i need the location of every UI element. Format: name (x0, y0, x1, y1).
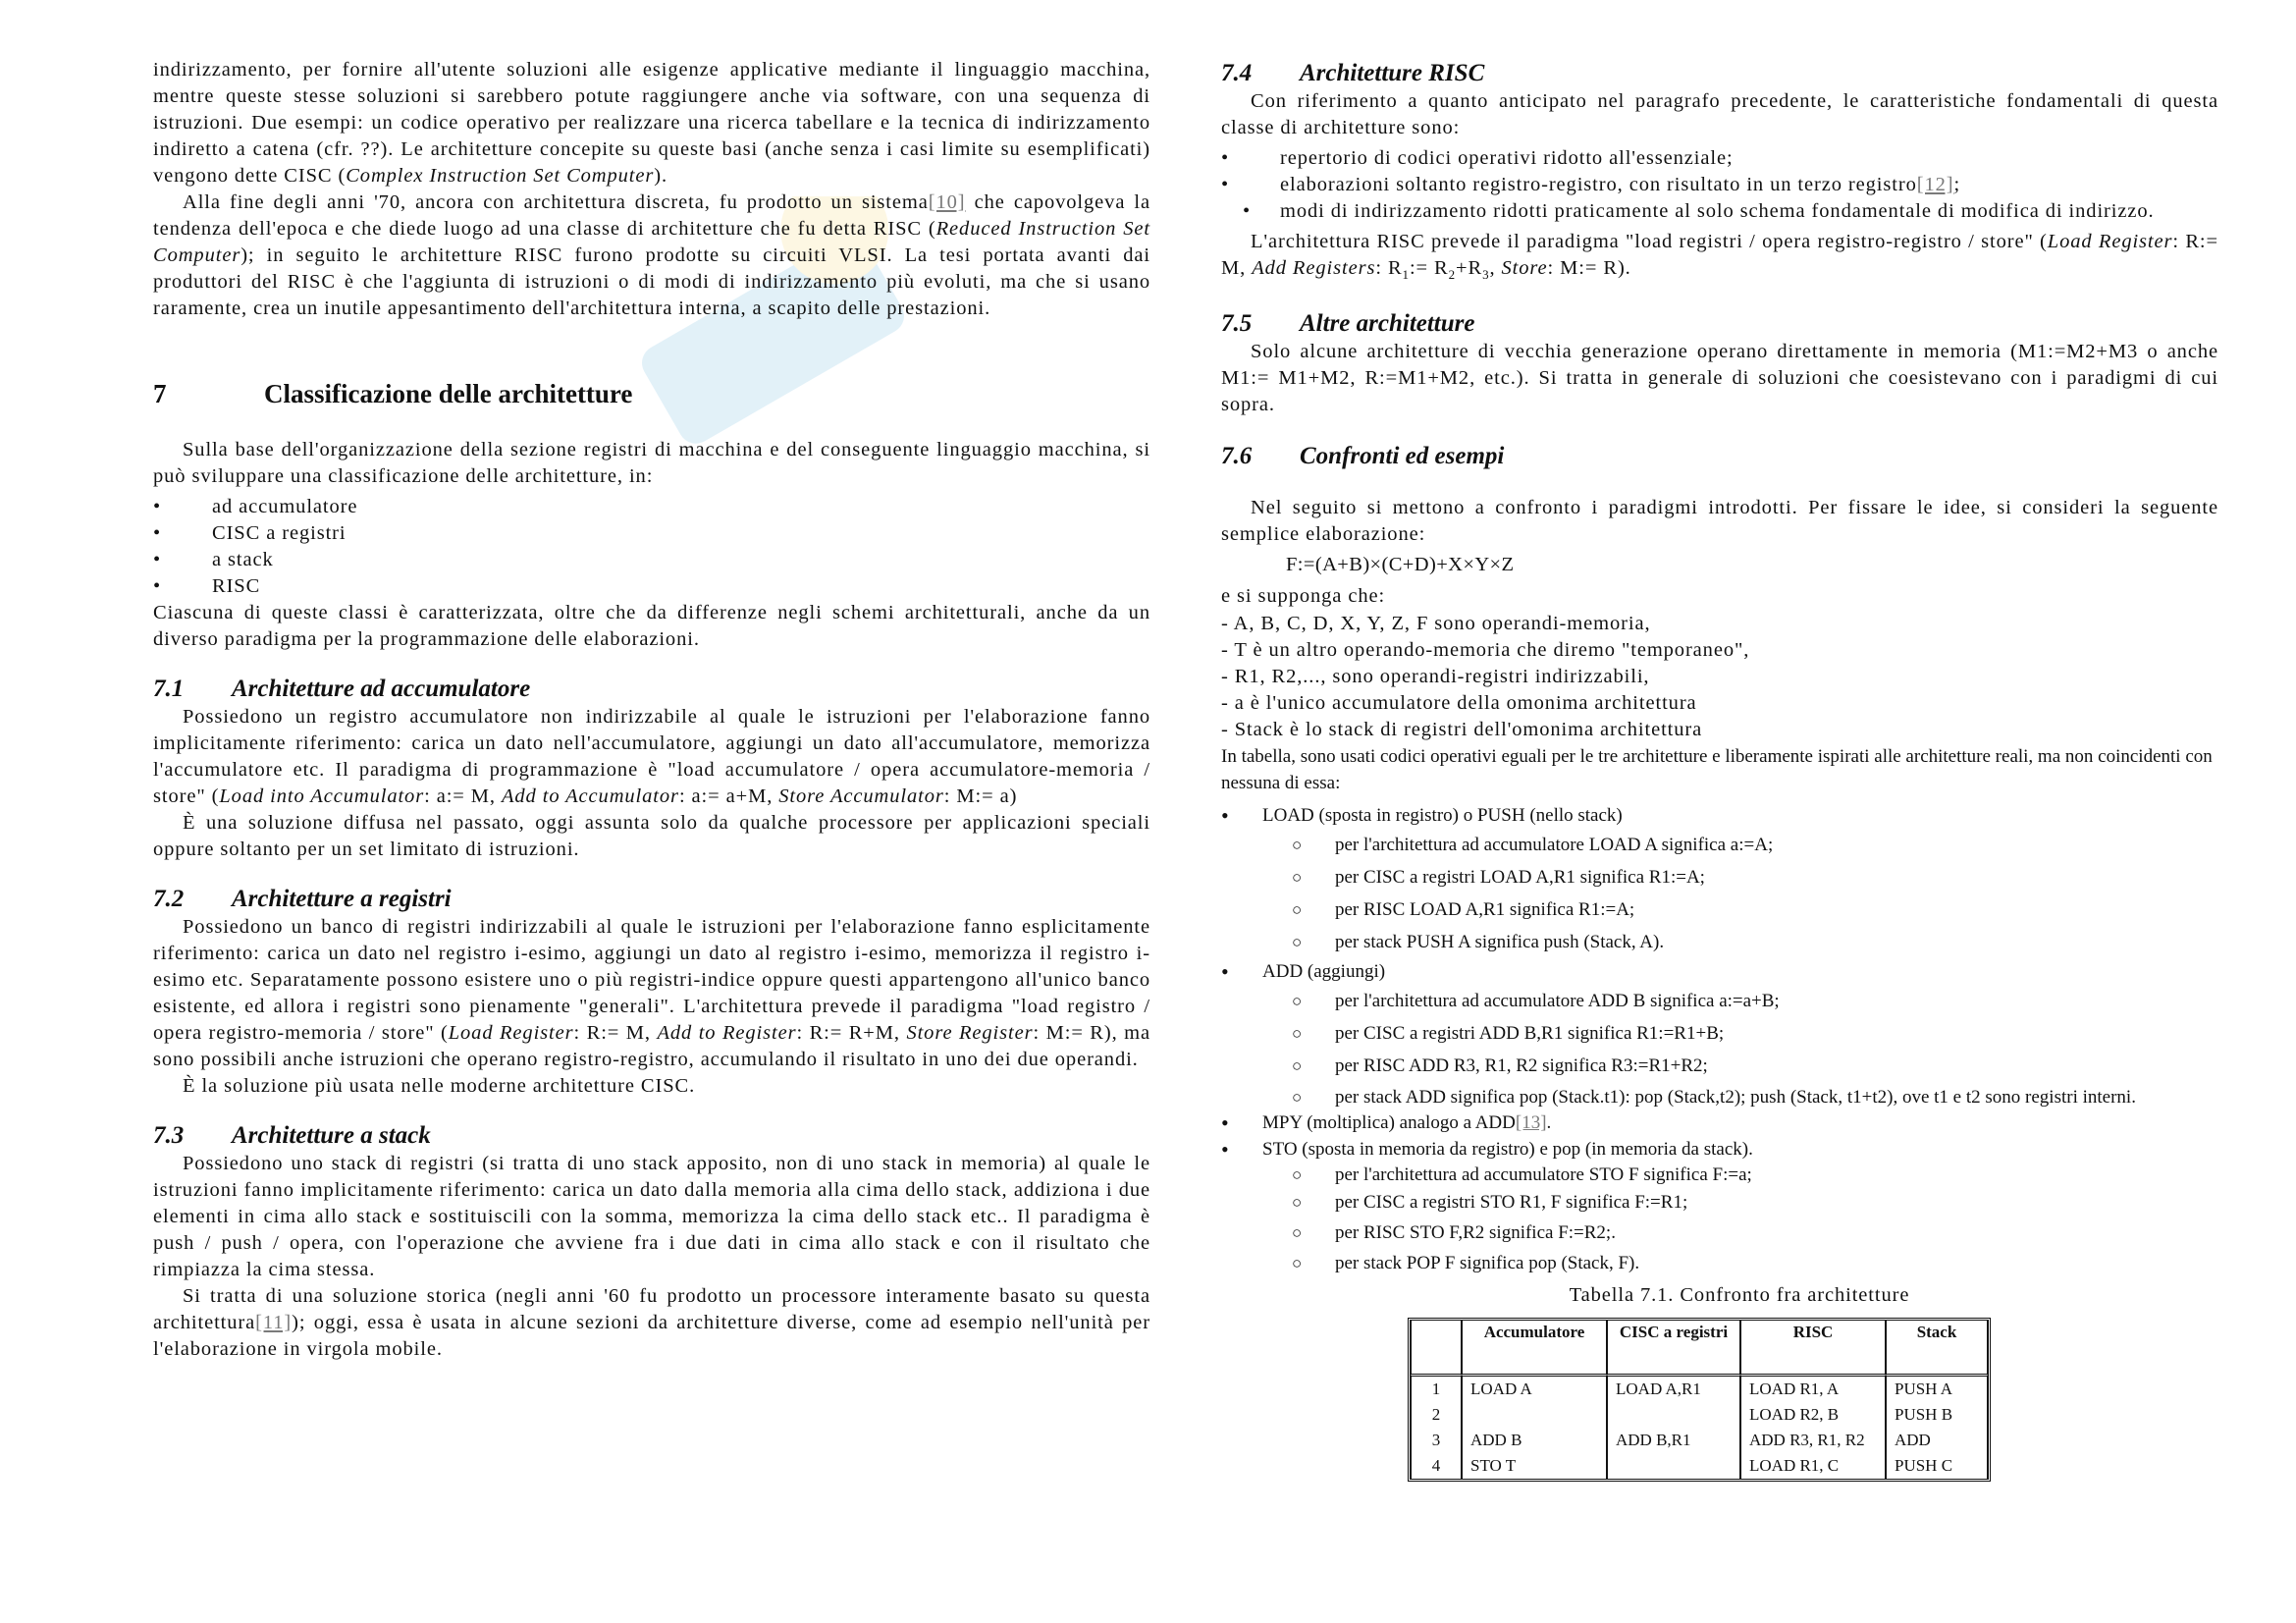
list-item: - Stack è lo stack di registri dell'omonima architettura (1221, 719, 1703, 741)
section-title-7-5: 7.5 Altre architetture (1221, 310, 1475, 338)
reference-link-13[interactable]: [13] (1515, 1112, 1547, 1134)
table-cell: 2 (1411, 1402, 1462, 1428)
table-cell: LOAD R2, B (1740, 1402, 1886, 1428)
table-row (1411, 1377, 1988, 1402)
list-item: - a è l'unico accumulatore della omonima architettura (1221, 692, 1697, 715)
table-cell: ADD B,R1 (1607, 1428, 1740, 1453)
table-header: RISC (1740, 1321, 1886, 1377)
paragraph-table-intro: In tabella, sono usati codici operativi eguali per le tre architetture e liberamente ispirati alle architetture reali, ma non coincidenti con nessuna di essa: (1221, 746, 2213, 794)
table-cell: LOAD A (1462, 1377, 1607, 1402)
list-item: • CISC a registri (153, 520, 1150, 547)
paragraph-other: Solo alcune architetture di vecchia generazione operano direttamente in memoria (M1:=M2+M3 o anche M1:= M1+M2, R:=M1+M2, etc.). Si tratta in generale di soluzioni che coesistevano con i paradigmi di cui sopra. (1221, 341, 2218, 416)
table-cell: LOAD R1, A (1740, 1377, 1886, 1402)
list-item: ○ per l'architettura ad accumulatore STO F significa F:=a; (1262, 1163, 2218, 1188)
table-header-row (1411, 1321, 1988, 1377)
paragraph-accumulator-note: È una soluzione diffusa nel passato, oggi assunta solo da qualche processore per applicazioni speciali oppure soltanto per un set limitato di istruzioni. (153, 812, 1150, 860)
table-cell: 4 (1411, 1453, 1462, 1479)
section-title-7-4: 7.4 Architetture RISC (1221, 60, 1485, 86)
table-cell: ADD R3, R1, R2 (1740, 1428, 1886, 1453)
risc-features-list (1221, 145, 2218, 225)
paragraph-intro: indirizzamento, per fornire all'utente soluzioni alle esigenze applicative mediante il linguaggio macchina, mentre queste stesse soluzioni si sarebbero potute raggiungere anche via software, con una sequenza di istruzioni. Due esempi: un codice operativo per realizzare una ricerca tabellare e la tecnica di indirizzamento indiretto a catena (cfr. ??). Le architetture concepite su queste basi (anche senza i casi limite su esemplificati) vengono dette CISC (Complex Instruction Set Computer). (153, 59, 1150, 187)
assumptions-list (1221, 611, 2218, 743)
table-cell: PUSH C (1886, 1453, 1988, 1479)
paragraph-stack-note: Si tratta di una soluzione storica (negli anni '60 fu prodotto un processore interamente basato su questa architettura[11]); oggi, essa è usata in alcune sezioni da architetture diverse, come ad esempio nell'unità per l'elaborazione in virgola mobile. (153, 1285, 1150, 1360)
list-item: • RISC (153, 573, 1150, 600)
left-column (153, 57, 1150, 1363)
paragraph-registers: Possiedono un banco di registri indirizzabili al quale le istruzioni per l'elaborazione fanno esplicitamente riferimento: carica un dato nel registro i-esimo, aggiungi un dato al registro i-esimo, memorizza il registro i-esimo etc. Separatamente possono esistere uno o più registri-indice oppure questi appartengono all'unico banco esistente, ed allora i registri sono pienamente "generali". L'architettura prevede il paradigma "load registro / opera registro-memoria / store" (Load Register: R:= M, Add to Register: R:= R+M, Store Register: M:= R), ma sono possibili anche istruzioni che operano registro-registro, accumulando il risultato in uno dei due operandi. (153, 916, 1150, 1070)
list-item-add: • ADD (aggiungi) ○ per l'architettura ad accumulatore ADD B significa a:=a+B; ○ per CISC a registri ADD B,R1 significa R1:=R1+B; ○ per RISC ADD R3, R1, R2 significa R3:=R1+R2; ○ per stack ADD significa pop (Stack.t1): pop (Stack,t2); push (Stack, t1+t2), ove t1 e t2 sono registri interni. (1221, 958, 2218, 1109)
table-row (1411, 1428, 1988, 1453)
list-item: • a stack (153, 547, 1150, 573)
paragraph-stack: Possiedono uno stack di registri (si tratta di uno stack apposito, non di uno stack in memoria) al quale le istruzioni fanno implicitamente riferimento: carica un dato dalla memoria alla cima dello stack, addiziona i due elementi in cima allo stack e sostituiscili con la somma, memorizza la cima dello stack etc.. Il paradigma è push / push / opera, con l'operazione che avviene fra i due dati in cima allo stack e con il risultato che rimpiazza la cima stessa. (153, 1153, 1150, 1280)
table-cell: LOAD R1, C (1740, 1453, 1886, 1479)
opcodes-list (1221, 802, 2218, 1278)
paragraph-risc: Con riferimento a quanto anticipato nel paragrafo precedente, le caratteristiche fondamentali di questa classe di architetture sono: (1221, 90, 2218, 138)
table-cell: LOAD A,R1 (1607, 1377, 1740, 1402)
list-item: ○ per RISC LOAD A,R1 significa R1:=A; (1262, 893, 2218, 926)
table-header (1411, 1321, 1462, 1377)
list-item: ○ per RISC ADD R3, R1, R2 significa R3:=R1+R2; (1262, 1050, 2218, 1082)
list-item: ○ per stack ADD significa pop (Stack.t1): pop (Stack,t2); push (Stack, t1+t2), ove t1 e t2 sono registri interni. (1262, 1082, 2218, 1109)
table-cell: STO T (1462, 1453, 1607, 1479)
paragraph-comparison: Nel seguito si mettono a confronto i paradigmi introdotti. Per fissare le idee, si consideri la seguente semplice elaborazione: (1221, 497, 2218, 546)
list-item: ○ per stack POP F significa pop (Stack, F). (1262, 1249, 2218, 1278)
reference-link-12[interactable]: [12] (1916, 174, 1954, 195)
reference-link-11[interactable]: [11] (255, 1312, 293, 1333)
right-column (1221, 59, 2218, 1482)
table-caption: Tabella 7.1. Confronto fra architetture (1569, 1284, 1910, 1307)
paragraph-classes-summary: Ciascuna di queste classi è caratterizzata, oltre che da differenze negli schemi architetturali, anche da un diverso paradigma per la programmazione delle elaborazioni. (153, 602, 1150, 650)
paragraph-accumulator: Possiedono un registro accumulatore non indirizzabile al quale le istruzioni per l'elaborazione fanno implicitamente riferimento: carica un dato nell'accumulatore, aggiungi un dato all'accumulatore, memorizza l'accumulatore etc. Il paradigma di programmazione è "load accumulatore / opera accumulatore-memoria / store" (Load into Accumulator: a:= M, Add to Accumulator: a:= a+M, Store Accumulator: M:= a) (153, 706, 1150, 807)
table-cell: ADD B (1462, 1428, 1607, 1453)
paragraph-registers-note: È la soluzione più usata nelle moderne architetture CISC. (183, 1075, 696, 1097)
list-item: • repertorio di codici operativi ridotto all'essenziale; (1221, 145, 2218, 172)
paragraph-suppose: e si supponga che: (1221, 585, 1386, 608)
paragraph-classification: Sulla base dell'organizzazione della sezione registri di macchina e del conseguente linguaggio macchina, si può sviluppare una classificazione delle architetture, in: (153, 439, 1150, 487)
section-title-7-2: 7.2 Architetture a registri (153, 886, 452, 912)
section-title-7: 7 Classificazione delle architetture (153, 379, 633, 408)
table-cell: 1 (1411, 1377, 1462, 1402)
classes-list (153, 494, 1150, 600)
table-row (1411, 1402, 1988, 1428)
paragraph-risc-paradigm: L'architettura RISC prevede il paradigma "load registri / opera registro-registro / store" (Load Register: R:= M, Add Registers: $R_1:= R_2+R_3$, Store: M:= R). (1221, 231, 2218, 283)
table-row (1411, 1453, 1988, 1479)
list-item-mpy: • MPY (moltiplica) analogo a ADD[13]. (1221, 1109, 2218, 1136)
formula: F:=(A+B)×(C+D)+X×Y×Z (1286, 554, 1515, 576)
table-header: Stack (1886, 1321, 1988, 1377)
list-item-load: • LOAD (sposta in registro) o PUSH (nello stack) ○ per l'architettura ad accumulatore LOAD A significa a:=A; ○ per CISC a registri LOAD A,R1 significa R1:=A; ○ per RISC LOAD A,R1 significa R1:=A; ○ per stack PUSH A significa push (Stack, A). (1221, 802, 2218, 958)
table-cell (1462, 1402, 1607, 1428)
reference-link-10[interactable]: [10] (928, 191, 966, 213)
list-item: - R1, R2,..., sono operandi-registri indirizzabili, (1221, 666, 1650, 688)
list-item: ○ per CISC a registri ADD B,R1 significa R1:=R1+B; (1262, 1017, 2218, 1050)
list-item: ○ per CISC a registri STO R1, F significa F:=R1; (1262, 1188, 2218, 1217)
table-header: CISC a registri (1607, 1321, 1740, 1377)
list-item-sto: • STO (sposta in memoria da registro) e pop (in memoria da stack). ○ per l'architettura ad accumulatore STO F significa F:=a; ○ per CISC a registri STO R1, F significa F:=R1; ○ per RISC STO F,R2 significa F:=R2;. ○ per stack POP F significa pop (Stack, F). (1221, 1136, 2218, 1278)
list-item: - A, B, C, D, X, Y, Z, F sono operandi-memoria, (1221, 613, 1651, 635)
list-item: ○ per l'architettura ad accumulatore ADD B significa a:=a+B; (1262, 985, 2218, 1017)
comparison-table (1408, 1318, 1991, 1482)
list-item: ○ per RISC STO F,R2 significa F:=R2;. (1262, 1217, 2218, 1249)
section-title-7-6: 7.6 Confronti ed esempi (1221, 443, 1505, 470)
table-cell: PUSH B (1886, 1402, 1988, 1428)
list-item: • modi di indirizzamento ridotti praticamente al solo schema fondamentale di modifica di indirizzo. (1221, 198, 2218, 225)
section-title-7-3: 7.3 Architetture a stack (153, 1122, 431, 1149)
list-item: - T è un altro operando-memoria che diremo "temporaneo", (1221, 639, 1750, 662)
list-item: ○ per CISC a registri LOAD A,R1 significa R1:=A; (1262, 861, 2218, 893)
table-cell (1607, 1402, 1740, 1428)
section-title-7-1: 7.1 Architetture ad accumulatore (153, 676, 531, 702)
list-item: • ad accumulatore (153, 494, 1150, 520)
table-cell: PUSH A (1886, 1377, 1988, 1402)
table-cell: ADD (1886, 1428, 1988, 1453)
table-header: Accumulatore (1462, 1321, 1607, 1377)
list-item: ○ per stack PUSH A significa push (Stack, A). (1262, 926, 2218, 958)
paragraph-risc-history: Alla fine degli anni '70, ancora con architettura discreta, fu prodotto un sistema[10] che capovolgeva la tendenza dell'epoca e che diede luogo ad una classe di architetture che fu detta RISC (Reduced Instruction Set Computer); in seguito le architetture RISC furono prodotte su circuiti VLSI. La tesi portata avanti dai produttori del RISC è che l'aggiunta di istruzioni o di modi di indirizzamento più evoluti, ma che si usano raramente, crea un inutile appesantimento dell'architettura interna, a scapito delle prestazioni. (153, 191, 1151, 319)
table-cell (1607, 1453, 1740, 1479)
list-item: • elaborazioni soltanto registro-registro, con risultato in un terzo registro[12]; (1221, 172, 2218, 198)
table-cell: 3 (1411, 1428, 1462, 1453)
list-item: ○ per l'architettura ad accumulatore LOAD A significa a:=A; (1262, 829, 2218, 861)
